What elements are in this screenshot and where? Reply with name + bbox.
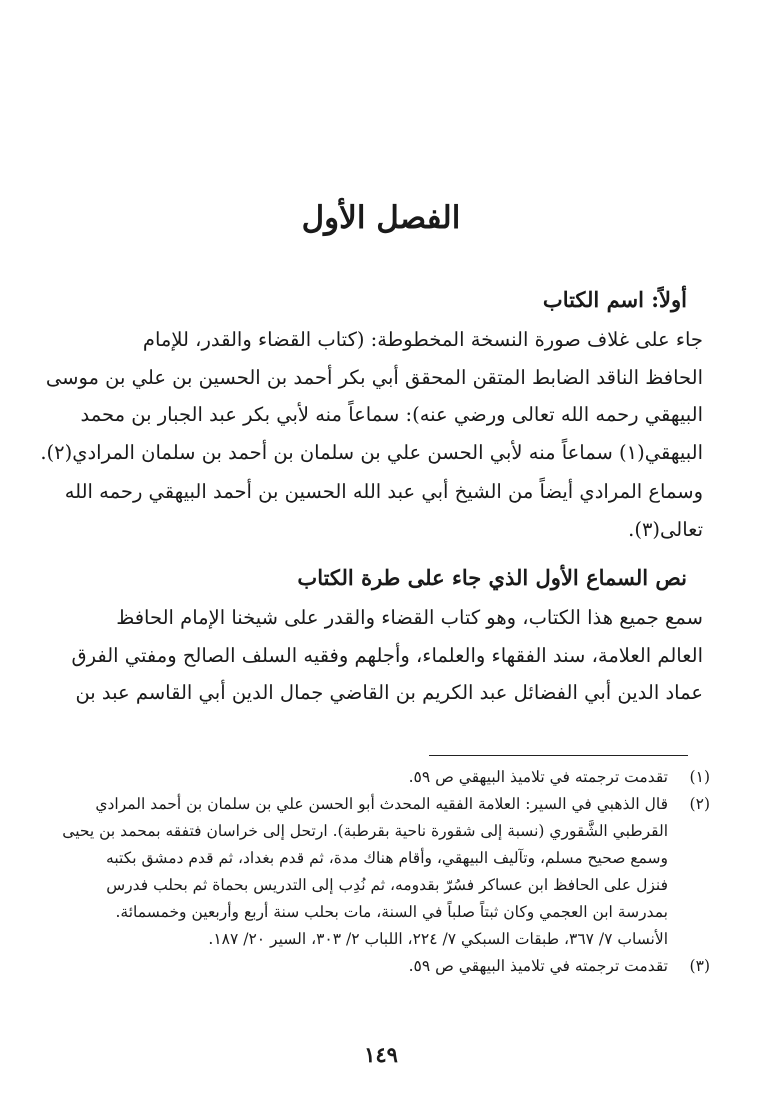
chapter-title: الفصل الأول: [301, 200, 461, 236]
footnote-2: [60, 791, 710, 953]
paragraph-line: سمع جميع هذا الكتاب، وهو كتاب القضاء والقدر على شيخنا الإمام الحافظ: [116, 606, 703, 629]
paragraph-muradi-hearing: [64, 473, 703, 548]
page-number: ١٤٩: [364, 1042, 398, 1067]
footnote-number: (٣): [689, 957, 710, 975]
paragraph-manuscript-cover: [40, 321, 703, 471]
paragraph-line: البيهقي(١) سماعاً منه لأبي الحسن علي بن سلمان بن أحمد بن سلمان المرادي(٢).: [40, 440, 703, 464]
paragraph-line: وسماع المرادي أيضاً من الشيخ أبي عبد الله الحسين بن أحمد البيهقي رحمه الله: [64, 480, 703, 503]
section-heading-book-title: أولاً: اسم الكتاب: [542, 287, 687, 312]
footnote-body: [60, 953, 668, 980]
footnote-line: القرطبي الشَّقوري (نسبة إلى شقورة ناحية بقرطبة). ارتحل إلى خراسان فتفقه بمحمد بن يحيى: [62, 822, 668, 840]
paragraph-line: جاء على غلاف صورة النسخة المخطوطة: (كتاب القضاء والقدر، للإمام: [142, 328, 703, 351]
paragraph-line: البيهقي رحمه الله تعالى ورضي عنه): سماعاً منه لأبي بكر عبد الجبار بن محمد: [80, 403, 703, 426]
footnote-line: تقدمت ترجمته في تلاميذ البيهقي ص ٥٩.: [408, 957, 668, 975]
footnote-1: [60, 764, 710, 791]
footnote-number: (٢): [689, 795, 710, 813]
paragraph-line: العالم العلامة، سند الفقهاء والعلماء، وأجلهم وفقيه السلف الصالح ومفتي الفرق: [71, 643, 703, 667]
footnote-line: تقدمت ترجمته في تلاميذ البيهقي ص ٥٩.: [408, 768, 668, 786]
footnote-3: [60, 953, 710, 980]
footnote-separator: [429, 755, 688, 756]
footnote-body: [60, 764, 668, 791]
footnote-line: فنزل على الحافظ ابن عساكر فسُرّ بقدومه، ثم نُدِب إلى التدريس بحماة ثم بحلب فدرس: [106, 876, 668, 894]
section-heading-first-hearing: نص السماع الأول الذي جاء على طرة الكتاب: [297, 565, 687, 590]
paragraph-line: عماد الدين أبي الفضائل عبد الكريم بن القاضي جمال الدين أبي القاسم عبد بن: [75, 681, 703, 704]
footnote-number: (١): [689, 768, 710, 786]
footnote-line: بمدرسة ابن العجمي وكان ثبتاً صلباً في السنة، مات بحلب سنة أربع وأربعين وخمسمائة.: [115, 903, 668, 921]
paragraph-first-hearing: [71, 599, 703, 712]
footnote-body: [60, 791, 668, 953]
footnote-line: قال الذهبي في السير: العلامة الفقيه المحدث أبو الحسن علي بن سلمان بن أحمد المرادي: [95, 795, 668, 813]
footnote-line: الأنساب ٧/ ٣٦٧، طبقات السبكي ٧/ ٢٢٤، اللباب ٢/ ٣٠٣، السير ٢٠/ ١٨٧.: [208, 930, 668, 948]
paragraph-line: الحافظ الناقد الضابط المتقن المحقق أبي بكر أحمد بن الحسين بن علي بن موسى: [45, 365, 703, 389]
footnote-line: وسمع صحيح مسلم، وتآليف البيهقي، وأقام هناك مدة، ثم قدم بغداد، ثم قدم دمشق بكتبه: [106, 849, 668, 867]
paragraph-line: تعالى(٣).: [628, 517, 703, 541]
footnotes: [60, 764, 710, 980]
